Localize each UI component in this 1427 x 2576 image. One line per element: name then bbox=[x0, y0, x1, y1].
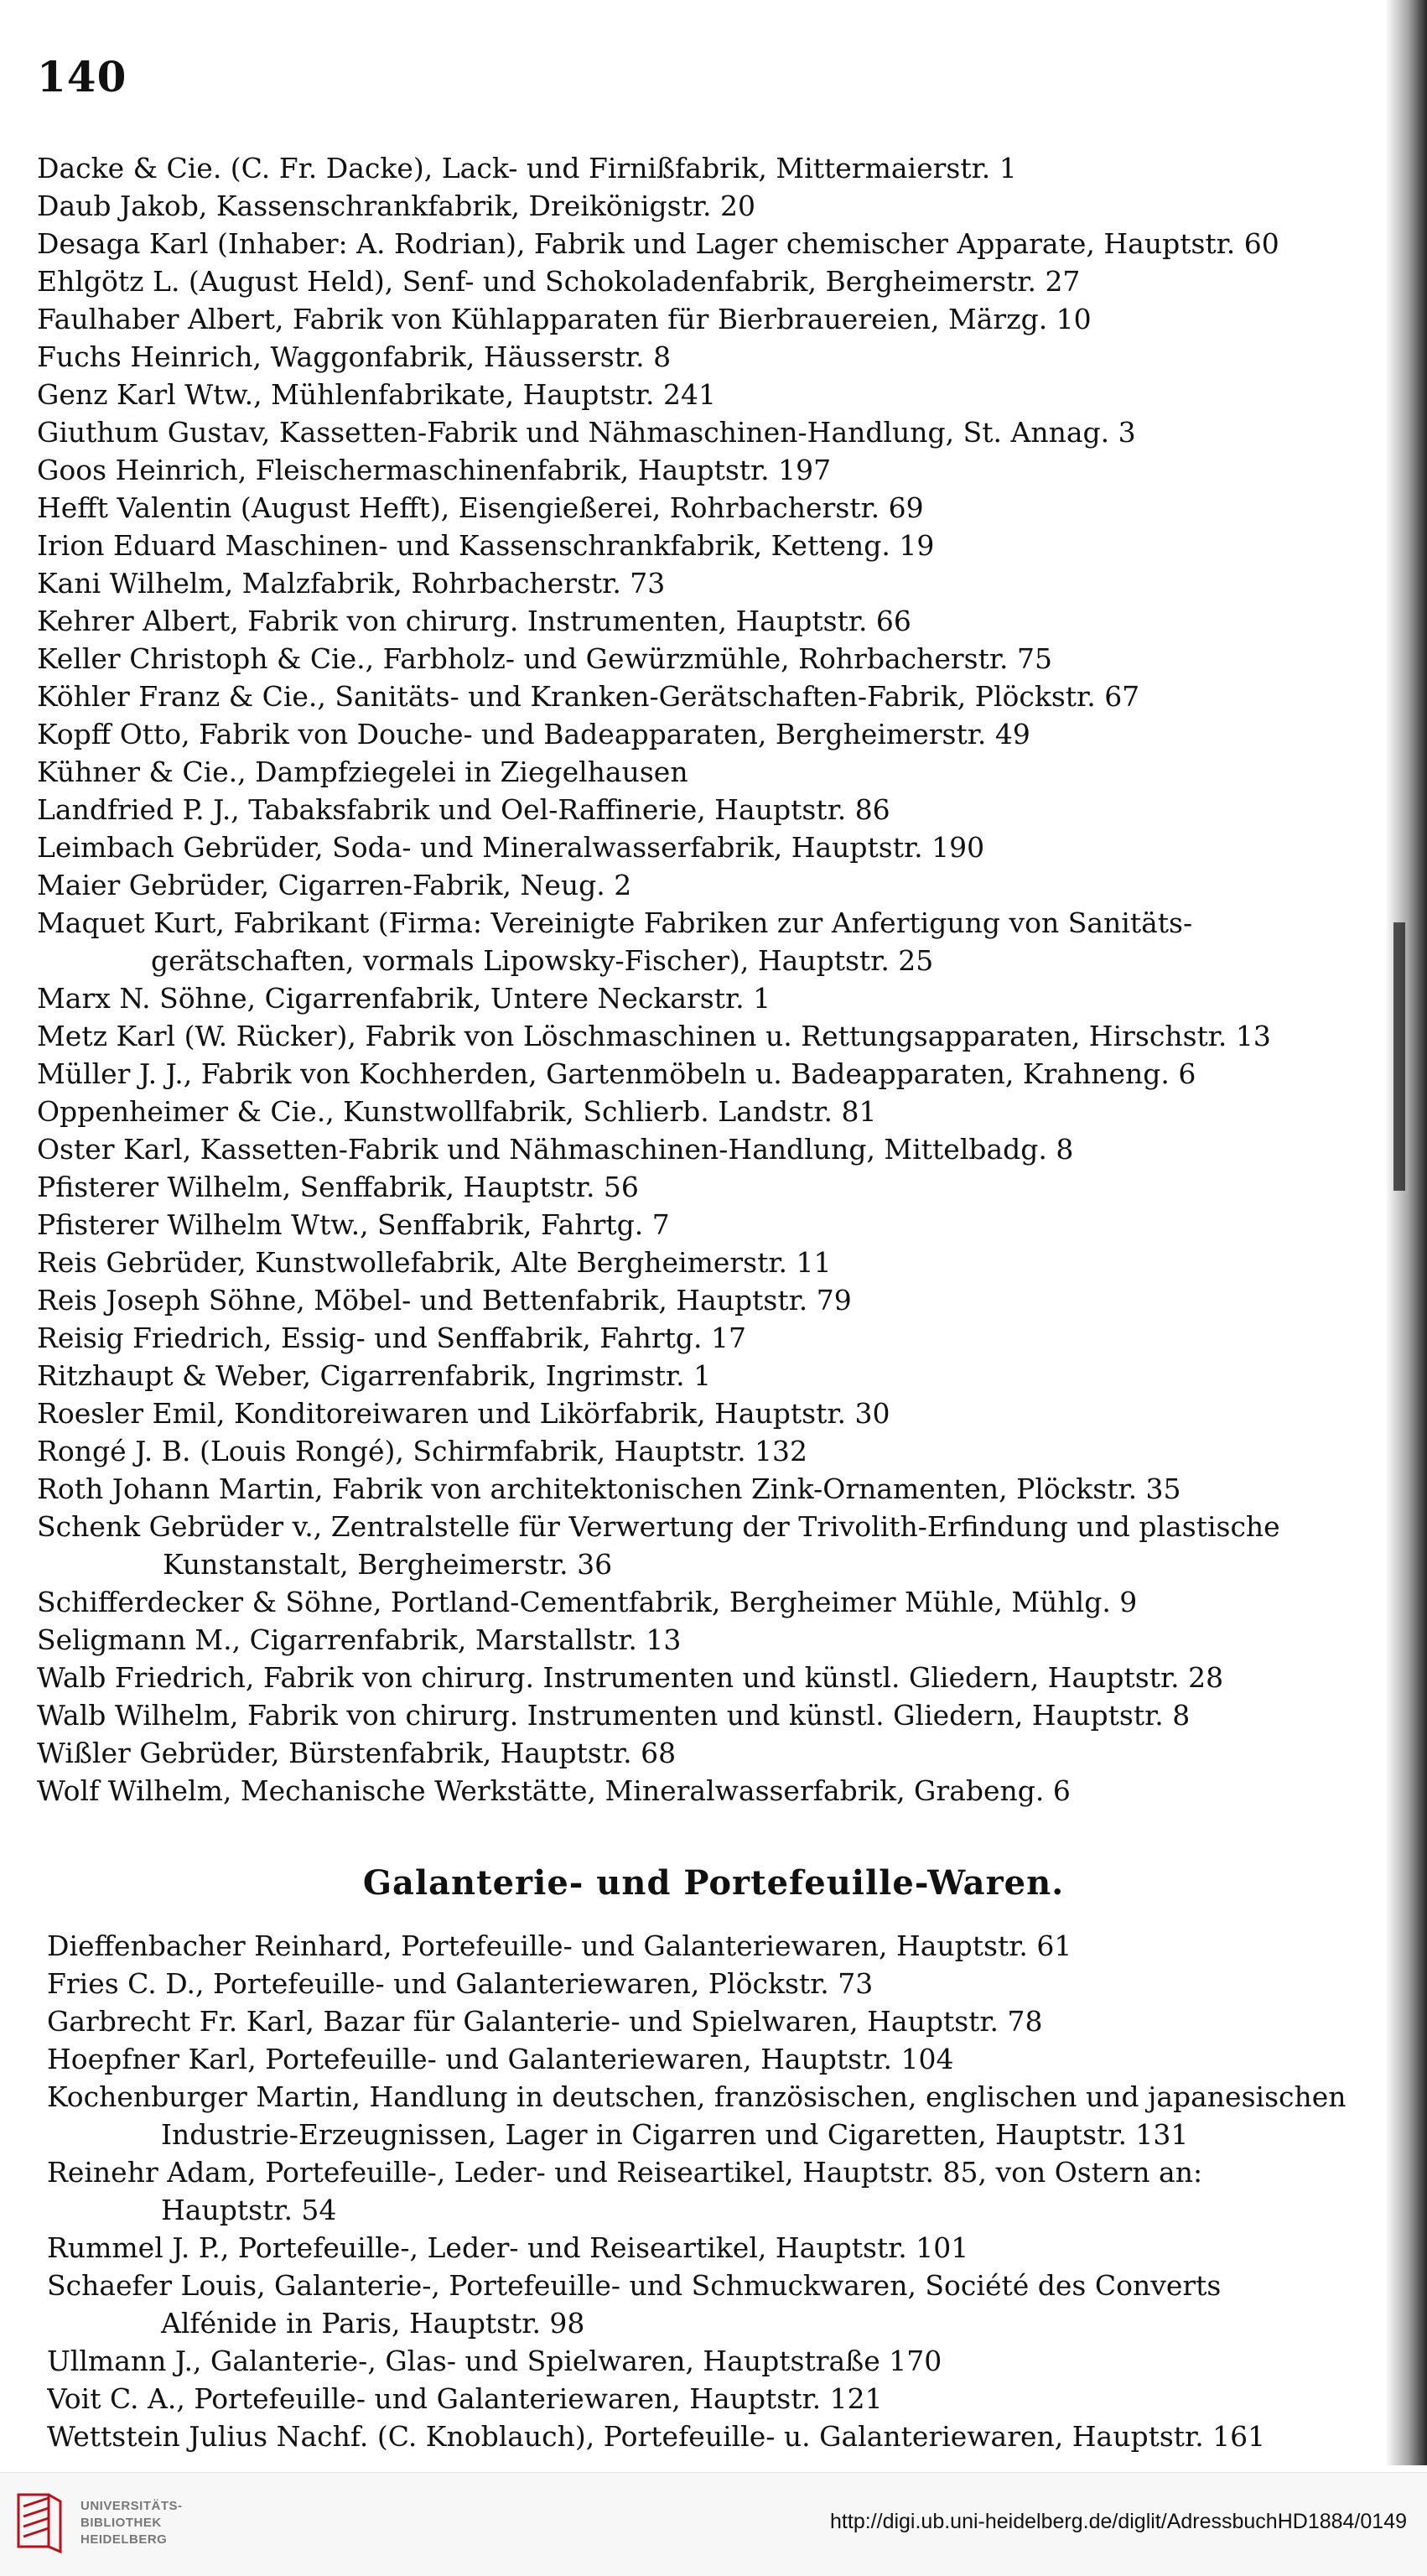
directory-entry: Hefft Valentin (August Hefft), Eisengießerei, Rohrbacherstr. 69 bbox=[37, 491, 924, 524]
directory-entry: Goos Heinrich, Fleischermaschinenfabrik, Hauptstr. 197 bbox=[37, 454, 832, 486]
directory-entry: Garbrecht Fr. Karl, Bazar für Galanterie- und Spielwaren, Hauptstr. 78 bbox=[47, 2005, 1043, 2038]
directory-entry: Desaga Karl (Inhaber: A. Rodrian), Fabrik und Lager chemischer Apparate, Hauptstr. 60 bbox=[37, 227, 1279, 260]
directory-entry: Leimbach Gebrüder, Soda- und Mineralwasserfabrik, Hauptstr. 190 bbox=[37, 831, 985, 864]
directory-entry-continuation: Hauptstr. 54 bbox=[161, 2194, 337, 2226]
directory-entry: Oppenheimer & Cie., Kunstwollfabrik, Schlierb. Landstr. 81 bbox=[37, 1095, 877, 1128]
directory-entry: Voit C. A., Portefeuille- und Galanteriewaren, Hauptstr. 121 bbox=[47, 2382, 883, 2415]
directory-entries bbox=[37, 149, 1387, 1810]
directory-entry: Wettstein Julius Nachf. (C. Knoblauch), Portefeuille- u. Galanteriewaren, Hauptstr. 161 bbox=[47, 2420, 1266, 2453]
directory-entry-continuation: Alfénide in Paris, Hauptstr. 98 bbox=[161, 2307, 585, 2340]
directory-entry: Pfisterer Wilhelm Wtw., Senffabrik, Fahrtg. 7 bbox=[37, 1208, 670, 1241]
directory-entry: Giuthum Gustav, Kassetten-Fabrik und Nähmaschinen-Handlung, St. Annag. 3 bbox=[37, 416, 1136, 449]
section-entries bbox=[47, 1927, 1388, 2455]
directory-entry: Oster Karl, Kassetten-Fabrik und Nähmaschinen-Handlung, Mittelbadg. 8 bbox=[37, 1133, 1074, 1166]
directory-entry: Daub Jakob, Kassenschrankfabrik, Dreikönigstr. 20 bbox=[37, 190, 755, 222]
directory-entry: Pfisterer Wilhelm, Senffabrik, Hauptstr. 56 bbox=[37, 1171, 639, 1203]
directory-entry: Reis Gebrüder, Kunstwollefabrik, Alte Bergheimerstr. 11 bbox=[37, 1246, 832, 1279]
directory-entry: Faulhaber Albert, Fabrik von Kühlapparaten für Bierbrauereien, Märzg. 10 bbox=[37, 303, 1092, 335]
section-heading: Galanterie- und Portefeuille-Waren. bbox=[362, 1863, 1065, 1903]
directory-entry: Kühner & Cie., Dampfziegelei in Ziegelhausen bbox=[37, 756, 688, 788]
viewer-footer bbox=[0, 2472, 1427, 2576]
directory-entry: Marx N. Söhne, Cigarrenfabrik, Untere Neckarstr. 1 bbox=[37, 982, 771, 1015]
directory-entry: Genz Karl Wtw., Mühlenfabrikate, Hauptstr. 241 bbox=[37, 378, 716, 411]
directory-entry: Landfried P. J., Tabaksfabrik und Oel-Raffinerie, Hauptstr. 86 bbox=[37, 793, 890, 826]
directory-entry: Seligmann M., Cigarrenfabrik, Marstallstr. 13 bbox=[37, 1623, 682, 1656]
directory-entry: Reisig Friedrich, Essig- und Senffabrik, Fahrtg. 17 bbox=[37, 1322, 747, 1354]
directory-entry: Ullmann J., Galanterie-, Glas- und Spielwaren, Hauptstraße 170 bbox=[47, 2345, 942, 2377]
directory-entry: Schifferdecker & Söhne, Portland-Cementfabrik, Bergheimer Mühle, Mühlg. 9 bbox=[37, 1586, 1138, 1618]
directory-entry: Roth Johann Martin, Fabrik von architektonischen Zink-Ornamenten, Plöckstr. 35 bbox=[37, 1472, 1181, 1505]
directory-entry: Walb Wilhelm, Fabrik von chirurg. Instrumenten und künstl. Gliedern, Hauptstr. 8 bbox=[37, 1699, 1191, 1732]
directory-entry: Irion Eduard Maschinen- und Kassenschrankfabrik, Ketteng. 19 bbox=[37, 529, 935, 562]
directory-entry: Köhler Franz & Cie., Sanitäts- und Kranken-Gerätschaften-Fabrik, Plöckstr. 67 bbox=[37, 680, 1140, 713]
directory-entry: Dieffenbacher Reinhard, Portefeuille- und Galanteriewaren, Hauptstr. 61 bbox=[47, 1929, 1072, 1962]
directory-entry-continuation: Kunstanstalt, Bergheimerstr. 36 bbox=[163, 1548, 613, 1581]
library-name-line: HEIDELBERG bbox=[80, 2532, 168, 2547]
directory-entry: Kochenburger Martin, Handlung in deutschen, französischen, englischen und japanesischen bbox=[47, 2080, 1347, 2113]
directory-entry: Schaefer Louis, Galanterie-, Portefeuille- und Schmuckwaren, Société des Converts bbox=[47, 2269, 1222, 2302]
library-logo-icon bbox=[15, 2490, 64, 2557]
directory-entry-continuation: gerätschaften, vormals Lipowsky-Fischer), Hauptstr. 25 bbox=[151, 944, 934, 977]
directory-entry: Walb Friedrich, Fabrik von chirurg. Instrumenten und künstl. Gliedern, Hauptstr. 28 bbox=[37, 1661, 1224, 1694]
directory-entry: Ehlgötz L. (August Held), Senf- und Schokoladenfabrik, Bergheimerstr. 27 bbox=[37, 265, 1081, 298]
directory-entry: Keller Christoph & Cie., Farbholz- und Gewürzmühle, Rohrbacherstr. 75 bbox=[37, 642, 1052, 675]
page-edge-mark bbox=[1393, 922, 1405, 1191]
directory-entry: Reinehr Adam, Portefeuille-, Leder- und Reiseartikel, Hauptstr. 85, von Ostern an: bbox=[47, 2156, 1203, 2189]
library-name-line: UNIVERSITÄTS- bbox=[80, 2499, 183, 2513]
directory-entry: Fries C. D., Portefeuille- und Galanteriewaren, Plöckstr. 73 bbox=[47, 1967, 874, 2000]
directory-entry: Schenk Gebrüder v., Zentralstelle für Verwertung der Trivolith-Erfindung und plastische bbox=[37, 1510, 1280, 1543]
directory-entry: Kehrer Albert, Fabrik von chirurg. Instrumenten, Hauptstr. 66 bbox=[37, 605, 911, 637]
directory-entry: Hoepfner Karl, Portefeuille- und Galanteriewaren, Hauptstr. 104 bbox=[47, 2043, 954, 2075]
directory-entry: Kani Wilhelm, Malzfabrik, Rohrbacherstr. 73 bbox=[37, 567, 666, 600]
directory-entry: Wißler Gebrüder, Bürstenfabrik, Hauptstr. 68 bbox=[37, 1737, 677, 1769]
directory-entry: Wolf Wilhelm, Mechanische Werkstätte, Mineralwasserfabrik, Grabeng. 6 bbox=[37, 1774, 1071, 1807]
directory-entry: Rummel J. P., Portefeuille-, Leder- und Reiseartikel, Hauptstr. 101 bbox=[47, 2231, 969, 2264]
directory-entry: Müller J. J., Fabrik von Kochherden, Gartenmöbeln u. Badeapparaten, Krahneng. 6 bbox=[37, 1057, 1196, 1090]
source-url-link[interactable]: http://digi.ub.uni-heidelberg.de/diglit/AdressbuchHD1884/0149 bbox=[830, 2510, 1407, 2533]
directory-entry: Fuchs Heinrich, Waggonfabrik, Häusserstr. 8 bbox=[37, 340, 672, 373]
directory-entry: Roesler Emil, Konditoreiwaren und Likörfabrik, Hauptstr. 30 bbox=[37, 1397, 890, 1430]
directory-entry: Metz Karl (W. Rücker), Fabrik von Löschmaschinen u. Rettungsapparaten, Hirschstr. 13 bbox=[37, 1020, 1271, 1052]
directory-entry: Dacke & Cie. (C. Fr. Dacke), Lack- und Firnißfabrik, Mittermaierstr. 1 bbox=[37, 152, 1017, 184]
directory-entry: Rongé J. B. (Louis Rongé), Schirmfabrik, Hauptstr. 132 bbox=[37, 1435, 808, 1467]
library-name-line: BIBLIOTHEK bbox=[80, 2516, 162, 2530]
directory-entry: Maier Gebrüder, Cigarren-Fabrik, Neug. 2 bbox=[37, 869, 632, 901]
directory-entry-continuation: Industrie-Erzeugnissen, Lager in Cigarren und Cigaretten, Hauptstr. 131 bbox=[161, 2118, 1189, 2151]
directory-entry: Kopff Otto, Fabrik von Douche- und Badeapparaten, Bergheimerstr. 49 bbox=[37, 718, 1030, 750]
library-name bbox=[80, 2498, 183, 2548]
directory-entry: Ritzhaupt & Weber, Cigarrenfabrik, Ingrimstr. 1 bbox=[37, 1359, 712, 1392]
page-edge-shadow bbox=[1385, 0, 1427, 2465]
directory-entry: Reis Joseph Söhne, Möbel- und Bettenfabrik, Hauptstr. 79 bbox=[37, 1284, 852, 1317]
directory-entry: Maquet Kurt, Fabrikant (Firma: Vereinigte Fabriken zur Anfertigung von Sanitäts- bbox=[37, 906, 1193, 939]
page-number: 140 bbox=[37, 52, 127, 101]
